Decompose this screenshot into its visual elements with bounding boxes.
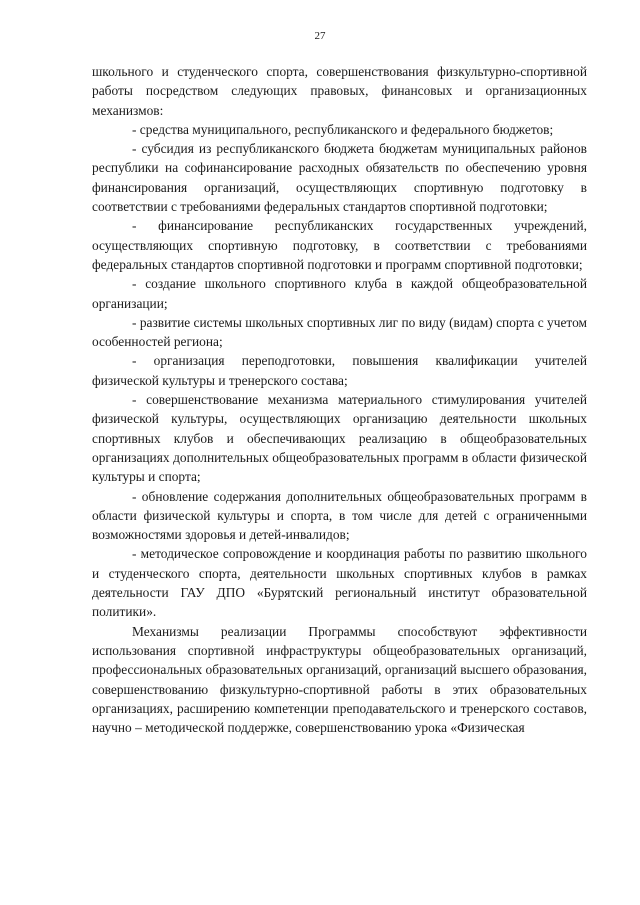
list-item-programs-update: - обновление содержания дополнительных общеобразовательных программ в области физической культуры и спорта, в том числе для детей с ограниченными возможностями здоровья и детей-инвалидов;: [92, 488, 587, 543]
list-item-budgets: - средства муниципального, республиканского и федерального бюджетов;: [132, 121, 554, 137]
list-item-school-club: - создание школьного спортивного клуба в каждой общеобразовательной организации;: [92, 276, 587, 311]
paragraph-mechanisms: Механизмы реализации Программы способствуют эффективности использования спортивной инфраструктуры общеобразовательных организаций, профессиональных образовательных организаций, организаций высшего образования, совершенствованию физкультурно-спортивной работы в этих образовательных организациях, расширению компетенции преподавательского и тренерского составов, научно – методической поддержке, совершенствованию урока «Физическая: [92, 623, 587, 736]
list-item-retraining: - организация переподготовки, повышения квалификации учителей физической культуры и тренерского состава;: [92, 353, 587, 388]
document-body: [92, 62, 587, 737]
list-item-subsidy: - субсидия из республиканского бюджета бюджетам муниципальных районов республики на софинансирование расходных обязательств по обеспечению уровня финансирования организаций, осуществляющих спортивную подготовку в соответствии с требованиями федеральных стандартов спортивной подготовки;: [92, 141, 587, 215]
list-item-leagues: - развитие системы школьных спортивных лиг по виду (видам) спорта с учетом особенностей региона;: [92, 314, 587, 350]
paragraph-intro: школьного и студенческого спорта, совершенствования физкультурно-спортивной работы посредством следующих правовых, финансовых и организационных механизмов:: [92, 64, 587, 118]
page-number: 27: [314, 30, 326, 42]
list-item-incentives: - совершенствование механизма материального стимулирования учителей физической культуры, осуществляющих организацию деятельности школьных спортивных клубов и обеспечивающих реализацию в общеобразовательных организациях дополнительных общеобразовательных программ в области физической культуры и спорта;: [92, 392, 587, 485]
list-item-methodical-support: - методическое сопровождение и координация работы по развитию школьного и студенческого спорта, деятельности школьных спортивных клубов в рамках деятельности ГАУ ДПО «Бурятский региональный институт образовательной политики».: [92, 546, 587, 620]
list-item-financing: - финансирование республиканских государственных учреждений, осуществляющих спортивную подготовку, в соответствии с требованиями федеральных стандартов спортивной подготовки и программ спортивной подготовки;: [92, 218, 587, 272]
